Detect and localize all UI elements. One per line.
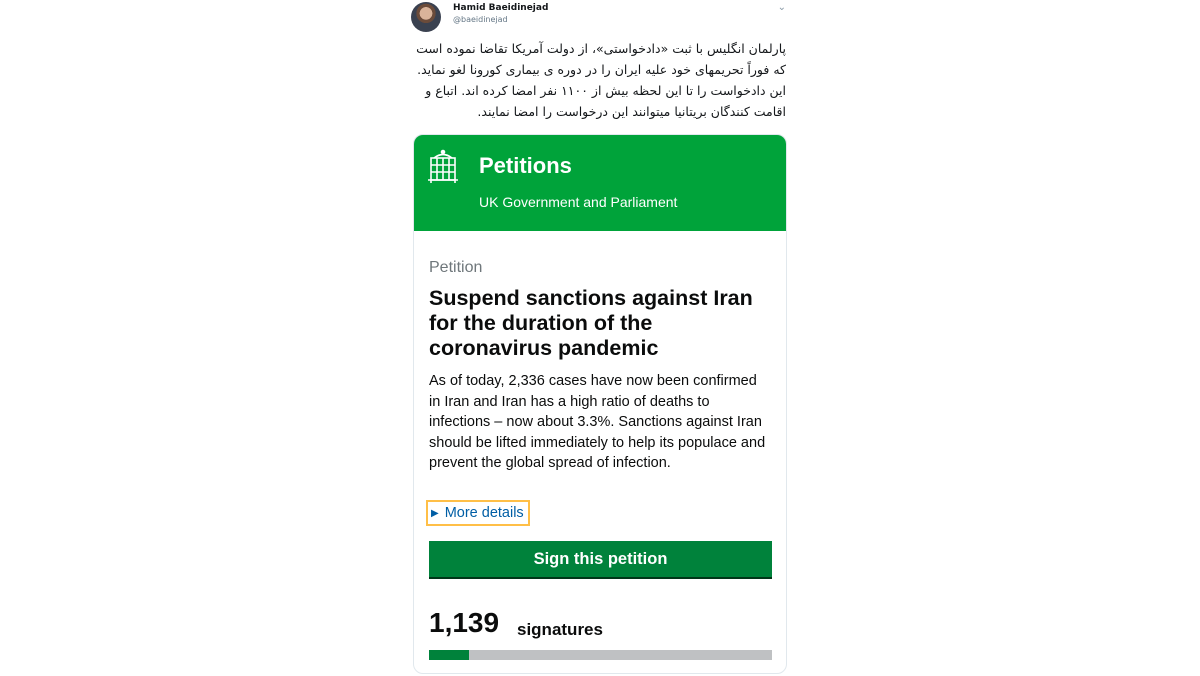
signature-progress-bar — [429, 650, 772, 660]
more-details-toggle[interactable] — [426, 500, 530, 526]
brand-subtitle: UK Government and Parliament — [479, 194, 678, 210]
signature-progress-fill — [429, 650, 469, 660]
portcullis-icon — [428, 149, 458, 183]
sign-petition-button[interactable]: Sign this petition — [429, 541, 772, 579]
tweet-header — [408, 0, 792, 34]
signature-label: signatures — [517, 620, 603, 639]
chevron-down-icon[interactable]: ⌄ — [777, 2, 786, 13]
brand-title[interactable]: Petitions — [479, 153, 572, 178]
petition-card-header — [414, 135, 786, 231]
petition-title: Suspend sanctions against Iran for the duration of the coronavirus pandemic — [429, 286, 753, 360]
tweet-text: پارلمان انگلیس با ثبت «دادخواستی»، از دولت آمریکا تقاضا نموده است که فوراً تحریمهای خود علیه ایران را در دوره ی بیماری کورونا لغو نماید. این دادخواست را تا این لحظه بیش از ۱۱۰۰ نفر امضا کرده اند. اتباع و اقامت کنندگان بریتانیا میتوانند این درخواست را امضا نمایند. — [416, 41, 786, 119]
petition-card[interactable] — [413, 134, 787, 674]
author-handle[interactable]: @baeidinejad — [453, 15, 508, 24]
avatar[interactable] — [411, 2, 441, 32]
tweet — [408, 0, 792, 676]
petition-body: As of today, 2,336 cases have now been confirmed in Iran and Iran has a high ratio of deaths to infections – now about 3.3%. Sanctions against Iran should be lifted immediately to help its populace and prevent the global spread of infection. — [429, 373, 766, 471]
author-name[interactable]: Hamid Baeidinejad — [453, 3, 549, 13]
signature-count: 1,139 — [429, 607, 500, 638]
triangle-right-icon: ▶ — [431, 507, 439, 519]
more-details-label: More details — [444, 505, 524, 521]
petition-kicker: Petition — [429, 259, 483, 276]
